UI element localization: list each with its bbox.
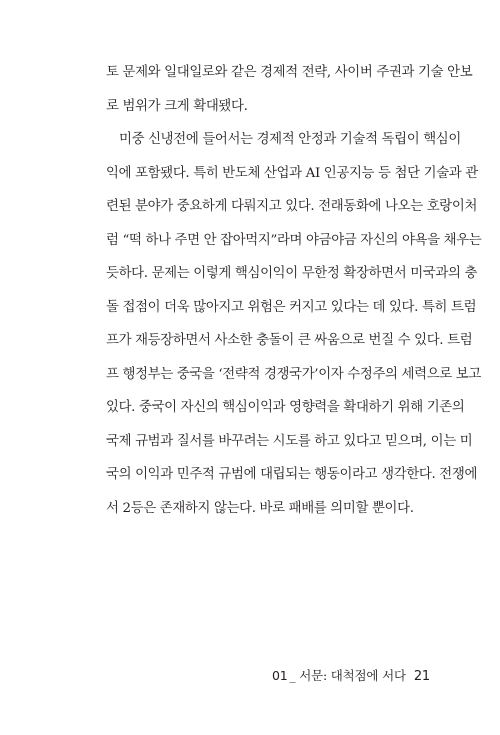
text-line: 련된 분야가 중요하게 다뤄지고 있다. 전래동화에 나오는 호랑이처 <box>106 199 478 214</box>
text-line: 익에 포함됐다. 특히 반도체 산업과 AI 인공지능 등 첨단 기술과 관 <box>106 165 478 181</box>
text-line: 토 문제와 일대일로와 같은 경제적 전략, 사이버 주권과 기술 안보 <box>106 65 473 80</box>
text-line: 미중 신냉전에 들어서는 경제적 안정과 기술적 독립이 핵심이 <box>119 132 461 147</box>
text-line: 국제 규범과 질서를 바꾸려는 시도를 하고 있다고 믿으며, 이는 미 <box>106 433 473 449</box>
text-line: 듯하다. 문제는 이렇게 핵심이익이 무한정 확장하면서 미국과의 충 <box>106 266 478 281</box>
chapter-number: 01 <box>271 668 288 683</box>
page-footer <box>272 666 430 684</box>
text-line: 럼 “떡 하나 주면 안 잡아먹지”라며 야금야금 자신의 야욕을 채우는 <box>106 232 482 248</box>
text-line: 로 범위가 크게 확대됐다. <box>106 98 248 114</box>
body-text <box>106 56 482 525</box>
text-line: 프 행정부는 중국을 ‘전략적 경쟁국가’이자 수정주의 세력으로 보고 <box>106 366 481 382</box>
text-line: 있다. 중국이 자신의 핵심이익과 영향력을 확대하기 위해 기존의 <box>106 400 465 415</box>
chapter-title: _ 서문: 대척점에 서다 <box>289 668 406 683</box>
text-line: 프가 재등장하면서 사소한 충돌이 큰 싸움으로 번질 수 있다. 트럼 <box>106 333 473 348</box>
text-line: 국의 이익과 민주적 규범에 대립되는 행동이라고 생각한다. 전쟁에 <box>106 467 478 482</box>
text-line: 돌 접점이 더욱 많아지고 위험은 커지고 있다는 데 있다. 특히 트럼 <box>106 299 477 315</box>
page-number: 21 <box>413 669 430 684</box>
text-line: 서 2등은 존재하지 않는다. 바로 패배를 의미할 뿐이다. <box>106 500 414 516</box>
